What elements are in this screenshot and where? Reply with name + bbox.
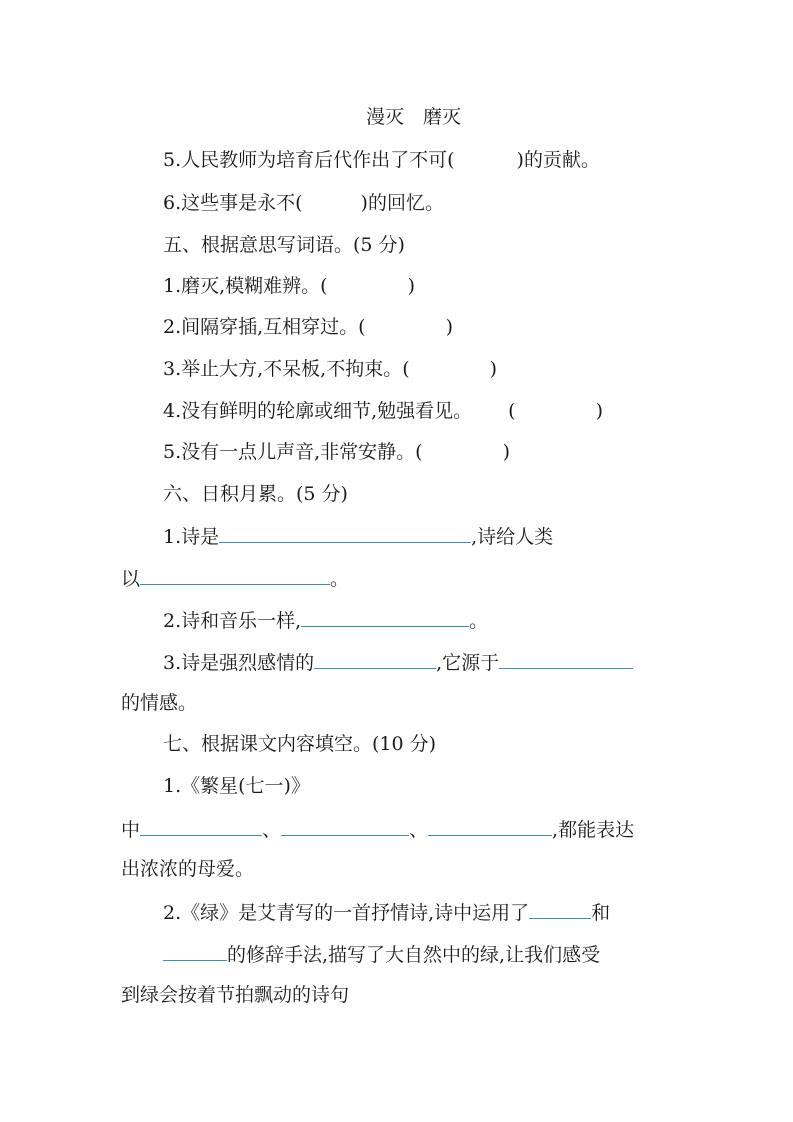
question-7-1 (121, 815, 634, 843)
question-text: 、 (262, 819, 282, 841)
question-6-1-line2 (121, 564, 349, 592)
answer-blank[interactable] (428, 815, 552, 836)
question-text: 以 (121, 568, 141, 590)
question-4-6 (163, 190, 444, 216)
question-text: ) (489, 358, 498, 380)
answer-blank[interactable] (163, 940, 227, 961)
question-text: )的回忆。 (360, 192, 444, 214)
question-text: 中 (121, 819, 141, 841)
question-6-3 (163, 648, 633, 676)
question-5-3 (163, 356, 497, 382)
question-text: 3.诗是强烈感情的 (163, 652, 315, 674)
answer-blank[interactable] (140, 815, 262, 836)
question-text: 2.间隔穿插,互相穿过。( (163, 316, 366, 338)
question-6-1 (163, 522, 553, 550)
question-7-2-line2 (163, 940, 600, 968)
question-text: ) (595, 400, 604, 422)
question-text: 和 (591, 902, 611, 924)
question-text: 的修辞手法,描写了大自然中的绿,让我们感受 (227, 944, 601, 966)
answer-blank[interactable] (219, 522, 471, 543)
question-5-5 (163, 439, 510, 465)
question-text: ) (502, 441, 511, 463)
question-text: ) (407, 275, 416, 297)
answer-blank[interactable] (529, 898, 591, 919)
question-text: 6.这些事是永不( (163, 192, 303, 214)
question-7-2 (163, 898, 610, 926)
answer-words: 漫灭 磨灭 (366, 106, 462, 128)
question-7-2-line3: 到绿会按着节拍飘动的诗句 (121, 984, 350, 1006)
question-text: 1.诗是 (163, 526, 220, 548)
question-5-4 (163, 398, 603, 424)
question-text: ( (508, 400, 516, 422)
section-7-heading: 七、根据课文内容填空。(10 分) (163, 733, 437, 755)
answer-blank[interactable] (499, 648, 633, 669)
question-6-2 (163, 606, 488, 634)
question-text: 、 (409, 819, 429, 841)
question-4-5 (163, 147, 600, 173)
question-text: ,它源于 (436, 652, 500, 674)
question-5-2 (163, 314, 453, 340)
question-text: 3.举止大方,不呆板,不拘束。( (163, 358, 410, 380)
question-text: ,都能表达 (552, 819, 635, 841)
question-text: 2.诗和音乐一样, (163, 610, 302, 632)
question-text: 。 (469, 610, 489, 632)
answer-blank[interactable] (314, 648, 436, 669)
answer-blank[interactable] (140, 564, 330, 585)
question-text: 2.《绿》是艾青写的一首抒情诗,诗中运用了 (163, 902, 530, 924)
question-7-1-line3: 出浓浓的母爱。 (121, 858, 255, 880)
question-text: 1.磨灭,模糊难辨。( (163, 275, 328, 297)
question-text: 4.没有鲜明的轮廓或细节,勉强看见。 (163, 400, 473, 422)
section-6-heading: 六、日积月累。(5 分) (163, 483, 348, 505)
question-text: 5.人民教师为培育后代作出了不可( (163, 149, 455, 171)
question-text: 5.没有一点儿声音,非常安静。( (163, 441, 423, 463)
question-text: 。 (330, 568, 350, 590)
answer-blank[interactable] (281, 815, 409, 836)
question-7-1-title: 1.《繁星(七一)》 (163, 775, 310, 797)
answer-blank[interactable] (301, 606, 469, 627)
question-text: )的贡献。 (516, 149, 600, 171)
question-5-1 (163, 273, 415, 299)
section-5-heading: 五、根据意思写词语。(5 分) (163, 234, 405, 256)
question-6-3-line2: 的情感。 (121, 692, 198, 714)
question-text: ,诗给人类 (471, 526, 554, 548)
question-text: ) (445, 316, 454, 338)
